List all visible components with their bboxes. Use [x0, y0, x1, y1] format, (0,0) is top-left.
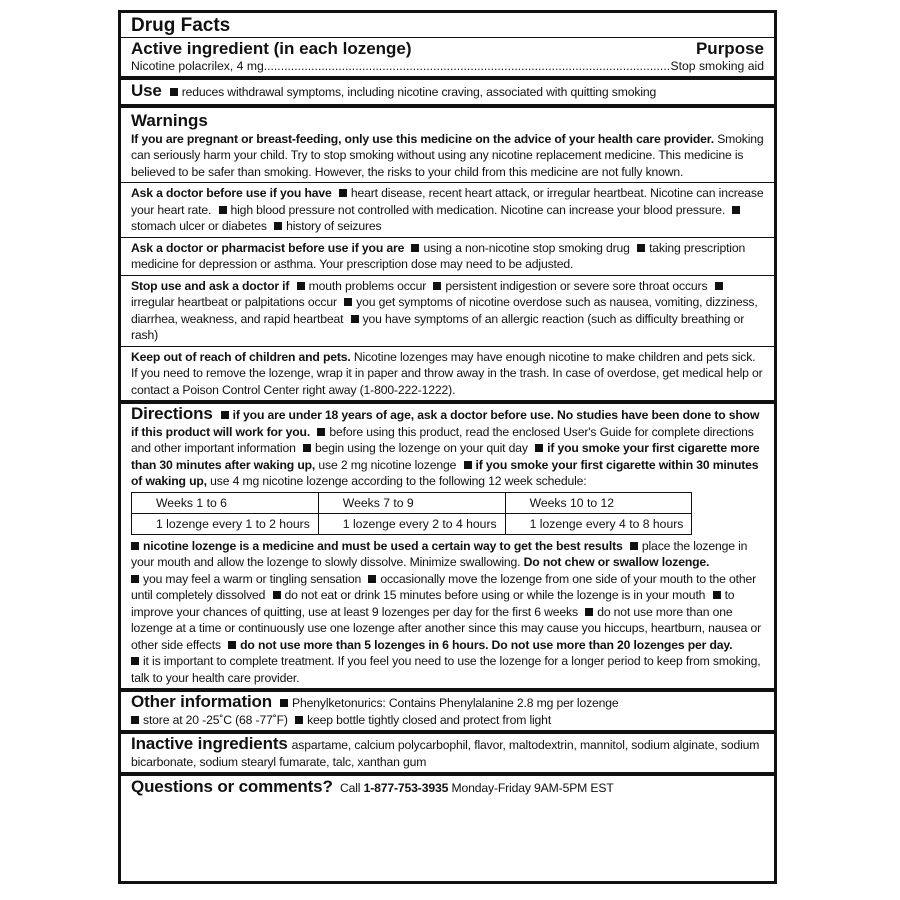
active-ingredient-heading: Active ingredient (in each lozenge) [131, 39, 412, 58]
ask-doctor-label: Ask a doctor before use if you have [131, 186, 332, 200]
use-section [121, 76, 774, 104]
dosing-schedule-table [131, 492, 692, 535]
warnings-section [121, 104, 774, 401]
directions-item-bold: nicotine lozenge is a medicine and must be used a certain way to get the best results [143, 538, 623, 553]
directions-item: begin using the lozenge on your quit day [314, 441, 528, 455]
directions-item-bold: if you smoke your first cigarette within 30 minutes of waking up, [131, 457, 759, 488]
directions-item: use 2 mg nicotine lozenge [318, 457, 457, 472]
bullet-icon [219, 206, 227, 214]
bullet-icon [303, 444, 311, 452]
bullet-icon [715, 282, 723, 290]
bullet-icon [713, 591, 721, 599]
ask-pharmacist-item: using a non-nicotine stop smoking drug [423, 240, 630, 255]
schedule-header-row [132, 492, 692, 513]
directions-item: it is important to complete treatment. If you feel you need to use the lozenge for a longer period to keep from smoking, talk to your health care provider. [131, 654, 761, 685]
stop-use-item: persistent indigestion or severe sore throat occurs [445, 278, 708, 293]
bullet-icon [344, 298, 352, 306]
bullet-icon [464, 461, 472, 469]
inactive-ingredients-heading: Inactive ingredients [131, 734, 288, 753]
other-information-item: Phenylketonurics: Contains Phenylalanine 2.8 mg per lozenge [292, 696, 619, 710]
bullet-icon [433, 282, 441, 290]
bullet-icon [131, 575, 139, 583]
bullet-icon [585, 608, 593, 616]
bullet-icon [131, 716, 139, 724]
bullet-icon [317, 428, 325, 436]
bullet-icon [732, 206, 740, 214]
stop-use-block [121, 275, 774, 346]
stop-use-item: mouth problems occur [308, 278, 427, 293]
pregnancy-warning-bold: If you are pregnant or breast-feeding, only use this medicine on the advice of your health care provider. [131, 131, 714, 146]
directions-heading: Directions [131, 404, 213, 423]
schedule-value-cell: 1 lozenge every 2 to 4 hours [318, 513, 505, 534]
warnings-heading: Warnings [131, 110, 208, 130]
bullet-icon [351, 315, 359, 323]
leader-dots [264, 59, 671, 74]
keep-out-block [121, 346, 774, 401]
directions-item: if you are under 18 years of age, ask a doctor before use. No studies have been done to show if this product will work for you. [131, 408, 760, 439]
keep-out-text: Nicotine lozenges may have enough nicotine to make children and pets sick. If you need to remove the lozenge, wrap it in paper and throw away in the trash. In case of overdose, get medical help or contact a Poison Control Center right away (1-800-222-1222). [131, 349, 763, 397]
bullet-icon [131, 542, 139, 550]
stop-use-item: you have symptoms of an allergic reaction (such as difficulty breathing or rash) [131, 311, 745, 342]
questions-section [121, 772, 774, 799]
schedule-header-cell: Weeks 10 to 12 [505, 492, 692, 513]
stop-use-item: irregular heartbeat or palpitations occur [131, 295, 337, 309]
purpose-heading: Purpose [695, 39, 764, 58]
bullet-icon [295, 716, 303, 724]
directions-item: place the lozenge in your mouth and allow the lozenge to slowly dissolve. Minimize swallowing. [131, 538, 748, 569]
directions-item: do not eat or drink 15 minutes before using or while the lozenge is in your mouth [284, 588, 706, 602]
active-ingredient-section [121, 13, 774, 76]
bullet-icon [274, 222, 282, 230]
ask-doctor-item: history of seizures [286, 219, 382, 233]
questions-heading: Questions or comments? [131, 777, 333, 796]
bullet-icon [170, 88, 178, 96]
keep-out-bold: Keep out of reach of children and pets. [131, 349, 351, 364]
directions-item-bold: if you smoke your first cigarette more than 30 minutes after waking up, [131, 441, 760, 472]
ingredient-leader-row [131, 59, 764, 74]
bullet-icon [368, 575, 376, 583]
inactive-ingredients-text: aspartame, calcium polycarbophil, flavor, maltodextrin, mannitol, sodium alginate, sodium bicarbonate, sodium stearyl fumarate, talc, xanthan gum [131, 738, 760, 769]
drug-facts-title: Drug Facts [131, 15, 231, 36]
schedule-value-row [132, 513, 692, 534]
bullet-icon [273, 591, 281, 599]
pregnancy-warning [131, 131, 764, 181]
ingredient-name: Nicotine polacrilex, 4 mg [131, 59, 264, 73]
bullet-icon [131, 657, 139, 665]
directions-item-bold: do not use more than 5 lozenges in 6 hours. Do not use more than 20 lozenges per day. [240, 637, 733, 652]
directions-item: before using this product, read the enclosed User's Guide for complete directions and other important information [131, 424, 754, 455]
other-information-item: keep bottle tightly closed and protect from light [307, 712, 552, 727]
bullet-icon [339, 189, 347, 197]
stop-use-item: you get symptoms of nicotine overdose such as nausea, vomiting, dizziness, diarrhea, weakness, and rapid heartbeat [131, 295, 758, 326]
other-information-section [121, 688, 774, 730]
ask-pharmacist-item: taking prescription medicine for depression or asthma. Your prescription dose may need to be adjusted. [131, 240, 746, 271]
bullet-icon [297, 282, 305, 290]
questions-phone-number: 1-877-753-3935 [363, 781, 449, 795]
directions-item: you may feel a warm or tingling sensation [143, 571, 362, 586]
ask-doctor-block [121, 182, 774, 237]
bullet-icon [411, 244, 419, 252]
pregnancy-warning-text: Smoking can seriously harm your child. Try to stop smoking without using any nicotine replacement medicine. This medicine is believed to be safer than smoking. However, the risks to your child from this medicine are not fully known. [131, 131, 764, 179]
other-information-heading: Other information [131, 692, 273, 711]
schedule-value-cell: 1 lozenge every 1 to 2 hours [132, 513, 319, 534]
ingredient-purpose: Stop smoking aid [670, 59, 764, 73]
use-text: reduces withdrawal symptoms, including nicotine craving, associated with quitting smoking [181, 85, 657, 99]
ask-doctor-item: high blood pressure not controlled with medication. Nicotine can increase your blood pressure. [230, 202, 726, 217]
schedule-value-cell: 1 lozenge every 4 to 8 hours [505, 513, 692, 534]
bullet-icon [221, 411, 229, 419]
ask-doctor-item: heart disease, recent heart attack, or irregular heartbeat. Nicotine can increase your heart rate. [131, 186, 764, 217]
questions-hours: Monday-Friday 9AM-5PM EST [451, 781, 614, 795]
bullet-icon [630, 542, 638, 550]
ask-doctor-item: stomach ulcer or diabetes [131, 219, 267, 233]
ask-pharmacist-block [121, 237, 774, 275]
bullet-icon [228, 641, 236, 649]
directions-item: use 4 mg nicotine lozenge according to the following 12 week schedule: [210, 474, 587, 488]
stop-use-label: Stop use and ask a doctor if [131, 278, 290, 293]
ask-pharmacist-label: Ask a doctor or pharmacist before use if you are [131, 240, 405, 255]
directions-item: occasionally move the lozenge from one side of your mouth to the other until completely dissolved [131, 571, 756, 602]
directions-item: to improve your chances of quitting, use at least 9 lozenges per day for the first 6 weeks [131, 588, 735, 619]
schedule-header-cell: Weeks 1 to 6 [132, 492, 319, 513]
use-heading: Use [131, 81, 162, 100]
questions-call-label: Call [339, 781, 361, 795]
bullet-icon [535, 444, 543, 452]
directions-item: do not use more than one lozenge at a time or continuously use one lozenge after another since this may cause you hiccups, heartburn, nausea or other side effects [131, 604, 761, 652]
schedule-header-cell: Weeks 7 to 9 [318, 492, 505, 513]
directions-item-bold: Do not chew or swallow lozenge. [523, 555, 710, 569]
bullet-icon [637, 244, 645, 252]
inactive-ingredients-section [121, 730, 774, 772]
drug-facts-panel [118, 10, 777, 884]
other-information-item: store at 20 -25˚C (68 -77˚F) [143, 712, 288, 727]
directions-section [121, 400, 774, 688]
bullet-icon [280, 699, 288, 707]
